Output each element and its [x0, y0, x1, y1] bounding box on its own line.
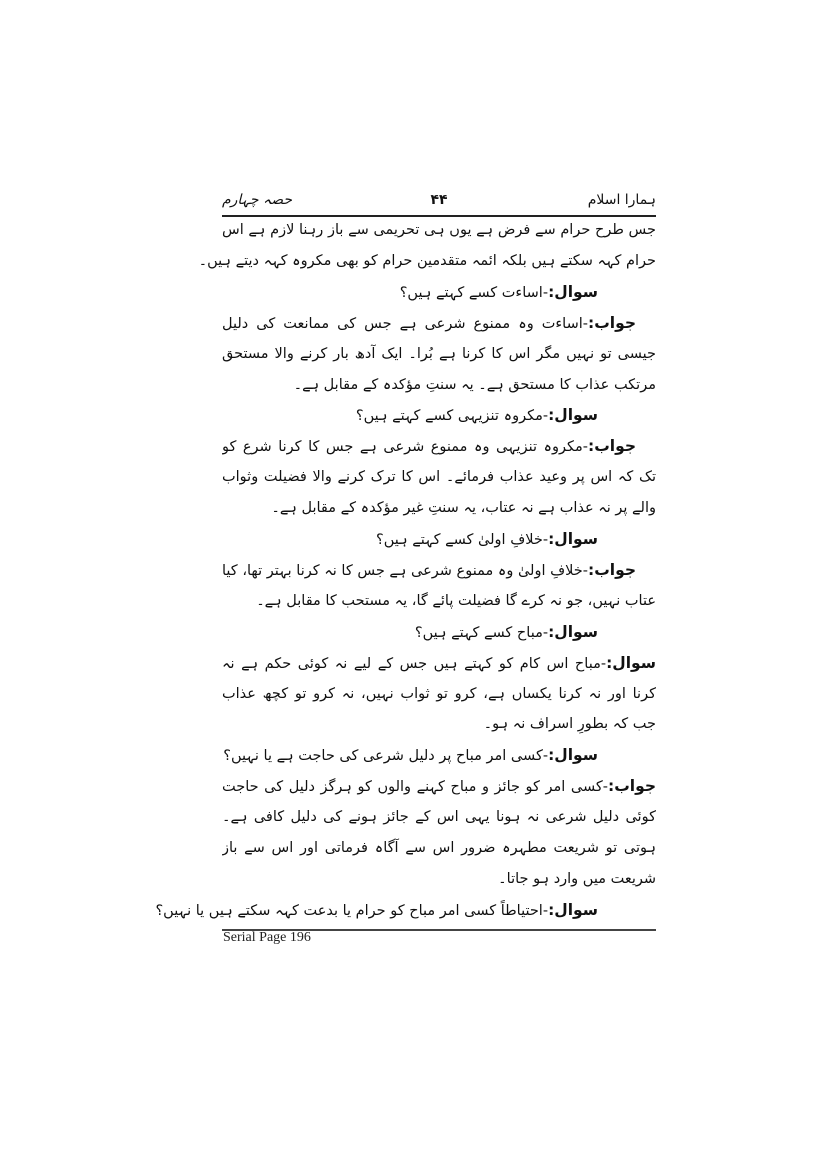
- line-text: جب کہ بطورِ اسراف نہ ہو۔: [483, 716, 656, 733]
- line-text: -اساءت وہ ممنوع شرعی ہے جس کی ممانعت کی دلیل: [222, 315, 589, 332]
- line-label: جواب:: [588, 560, 636, 579]
- page-number: ۴۴: [430, 192, 448, 208]
- line-label: سوال:: [548, 282, 598, 301]
- text-line: [222, 219, 656, 241]
- answer-line: [222, 435, 656, 457]
- line-text: والے پر نہ عذاب ہے نہ عتاب، یہ سنتِ غیر مؤکدہ کے مقابل ہے۔: [271, 500, 656, 517]
- line-text: تک کہ اس پر وعید عذاب فرمائے۔ اس کا ترک کرنے والا فضیلت وثواب: [222, 469, 656, 486]
- text-line: [222, 868, 656, 890]
- line-text: -مباح اس کام کو کہتے ہیں جس کے لیے نہ کوئی حکم ہے نہ: [222, 655, 607, 672]
- text-line: [222, 806, 656, 828]
- line-label: سوال:: [548, 530, 598, 548]
- text-line: [222, 683, 656, 705]
- running-header: [222, 192, 656, 214]
- question-line: [222, 744, 656, 766]
- line-text: عتاب نہیں، جو نہ کرے گا فضیلت پائے گا، یہ مستحب کا مقابل ہے۔: [256, 592, 656, 609]
- question-line: [222, 528, 656, 550]
- line-text: شریعت میں وارد ہو جاتا۔: [498, 870, 656, 887]
- text-line: [222, 343, 656, 365]
- line-label: جواب:: [608, 777, 656, 796]
- line-text: جس طرح حرام سے فرض ہے یوں ہی تحریمی سے باز رہنا لازم ہے اس: [222, 222, 656, 238]
- question-line: [222, 621, 656, 643]
- line-text: جیسی تو نہیں مگر اس کا کرنا ہے بُرا۔ ایک آدھ بار کرنے والا مستحق: [222, 345, 656, 362]
- line-label: سوال:: [548, 900, 598, 919]
- line-text: کرنا اور نہ کرنا یکساں ہے، کرو تو ثواب نہیں، نہ کرو تو کچھ عذاب: [222, 685, 656, 702]
- line-text: -مکروہ تنزیہی وہ ممنوع شرعی ہے جس کا کرنا شرع کو: [222, 439, 589, 456]
- line-text: مرتکب عذاب کا مستحق ہے۔ یہ سنتِ مؤکدہ کے مقابل ہے۔: [293, 376, 656, 393]
- answer-line: [222, 652, 656, 674]
- part-label: حصہ چہارم: [222, 192, 292, 208]
- line-text: -احتیاطاً کسی امر مباح کو حرام یا بدعت کہہ سکتے ہیں یا نہیں؟: [155, 902, 549, 919]
- line-text: ہوتی تو شریعت مطہرہ ضرور اس سے آگاہ فرماتی اور اس سے باز: [222, 840, 656, 856]
- question-line: [222, 404, 656, 426]
- text-line: [222, 837, 656, 859]
- line-text: -کسی امر مباح پر دلیل شرعی کی حاجت ہے یا نہیں؟: [223, 748, 549, 765]
- line-label: جواب:: [588, 313, 636, 332]
- line-label: سوال:: [606, 653, 656, 672]
- line-text: -خلافِ اولیٰ وہ ممنوع شرعی ہے جس کا نہ کرنا بہتر تھا، کیا: [222, 562, 589, 579]
- line-label: سوال:: [548, 406, 598, 425]
- line-label: سوال:: [548, 746, 598, 765]
- book-title: ہمارا اسلام: [587, 192, 656, 208]
- line-text: -اساءت کسے کہتے ہیں؟: [399, 284, 549, 301]
- answer-line: [222, 559, 656, 581]
- text-line: [198, 250, 656, 272]
- line-label: سوال:: [548, 622, 598, 641]
- line-text: -مکروہ تنزیہی کسے کہتے ہیں؟: [355, 408, 549, 425]
- line-text: حرام کہہ سکتے ہیں بلکہ ائمہ متقدمین حرام کو بھی مکروہ کہہ دیتے ہیں۔: [198, 252, 656, 269]
- line-label: جواب:: [588, 437, 636, 456]
- line-text: -مباح کسے کہتے ہیں؟: [414, 624, 549, 641]
- question-line: [222, 281, 656, 303]
- serial-page-label: Serial Page 196: [223, 930, 311, 945]
- text-line: [222, 497, 656, 519]
- text-line: [222, 374, 656, 396]
- answer-line: [222, 312, 656, 334]
- header-rule: [222, 215, 656, 217]
- question-line: [155, 899, 656, 921]
- text-line: [222, 713, 656, 735]
- line-text: کوئی دلیل شرعی نہ ہونا یہی اس کے جائز ہونے کی دلیل کافی ہے۔: [222, 809, 656, 826]
- text-line: [222, 466, 656, 488]
- answer-line: [222, 775, 656, 797]
- text-line: [222, 590, 656, 612]
- line-text: -کسی امر کو جائز و مباح کہنے والوں کو ہرگز دلیل کی حاجت: [222, 779, 609, 796]
- line-text: -خلافِ اولیٰ کسے کہتے ہیں؟: [376, 532, 549, 548]
